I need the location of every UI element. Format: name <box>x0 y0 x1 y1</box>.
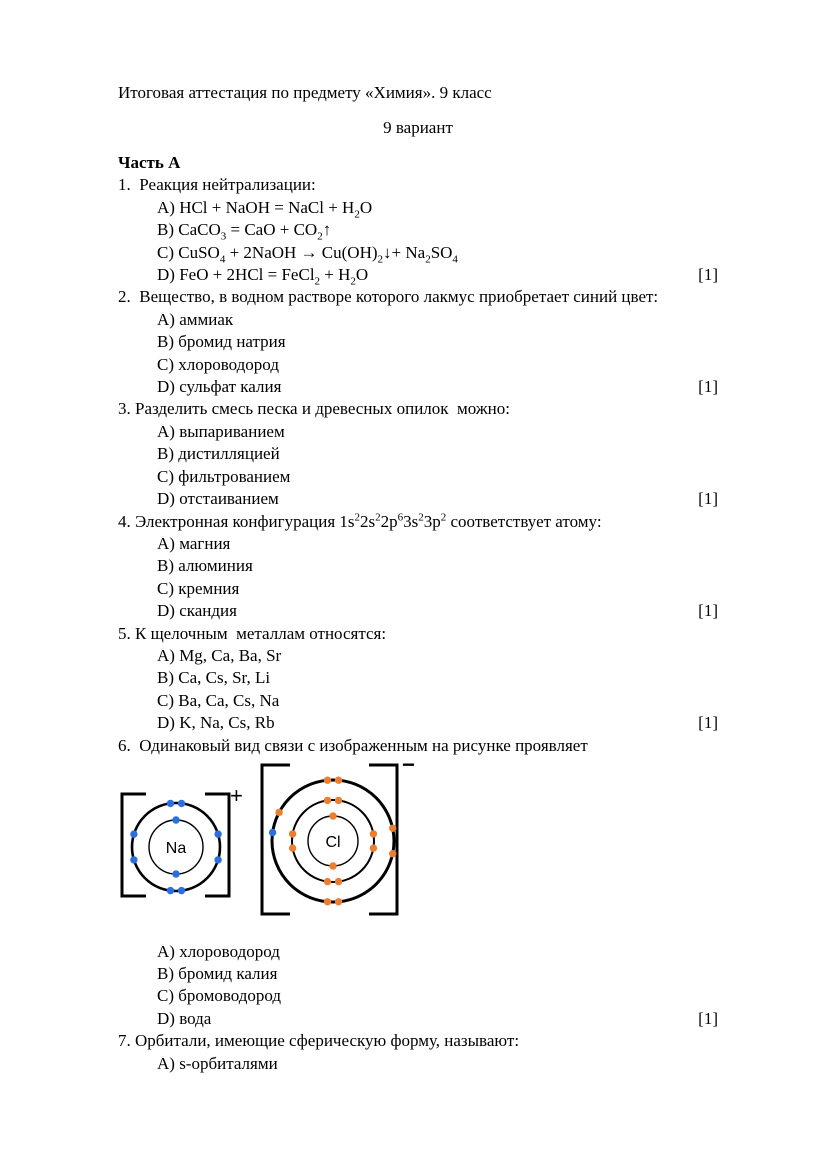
question-stem: 6. Одинаковый вид связи с изображенным на рисунке проявляет <box>118 735 588 755</box>
answer-option <box>118 985 718 1007</box>
answer-option <box>118 555 718 577</box>
electron-dot <box>178 887 185 894</box>
question-stem: 1. Реакция нейтрализации: <box>118 175 316 195</box>
answer-option <box>118 533 718 555</box>
score-mark: [1] <box>698 1008 718 1028</box>
atom-label-cl: Cl <box>325 833 341 851</box>
answer-option <box>118 578 718 600</box>
electron-dot <box>172 870 179 877</box>
electron-dot <box>167 887 174 894</box>
answer-option <box>118 376 718 398</box>
charge-minus-label: − <box>402 756 415 777</box>
option-text: A) выпариванием <box>157 421 285 441</box>
answer-option <box>118 712 718 734</box>
answer-option <box>118 331 718 353</box>
answer-option <box>118 600 718 622</box>
answer-option <box>118 941 718 963</box>
answer-option <box>118 488 718 510</box>
electron-dot <box>335 776 342 783</box>
electron-dot <box>130 856 137 863</box>
answer-option <box>118 242 718 264</box>
answer-option <box>118 963 718 985</box>
electron-dot <box>335 797 342 804</box>
electron-dot <box>289 830 296 837</box>
option-text: D) K, Na, Cs, Rb <box>157 713 275 733</box>
ion-bond-figure <box>118 757 718 929</box>
question-stem: 4. Электронная конфигурация $1s^22s^22p^63s^23p^2$ соответствует атому: <box>118 510 602 531</box>
electron-dot <box>289 844 296 851</box>
page-title: Итоговая аттестация по предмету «Химия». 9 класс <box>118 83 492 102</box>
electron-dot <box>389 850 396 857</box>
score-mark: [1] <box>698 601 718 621</box>
score-mark: [1] <box>698 713 718 733</box>
electron-dot <box>275 809 282 816</box>
option-text: A) Mg, Ca, Ba, Sr <box>157 645 282 665</box>
electron-dot <box>324 797 331 804</box>
bracket-right <box>205 794 229 896</box>
option-text: B) бромид натрия <box>157 332 286 352</box>
electron-dot <box>324 878 331 885</box>
option-text: D) скандия <box>157 601 237 621</box>
option-text: B) дистилляцией <box>157 444 280 464</box>
electron-dot <box>389 825 396 832</box>
option-text: A) хлороводород <box>157 941 280 961</box>
option-text: D) сульфат калия <box>157 377 282 397</box>
electron-dot <box>214 856 221 863</box>
option-text: C) CuSO$_4$ + 2NaOH → $Cu(OH)_2↓+ Na_2SO_4$ <box>157 242 458 266</box>
option-text: C) бромоводород <box>157 986 282 1006</box>
variant-label: 9 вариант <box>383 118 453 137</box>
electron-dot <box>335 878 342 885</box>
electron-dot <box>370 830 377 837</box>
option-text: A) s-орбиталями <box>157 1053 278 1073</box>
option-text: C) хлороводород <box>157 354 279 374</box>
score-mark: [1] <box>698 265 718 285</box>
answer-option <box>118 197 718 219</box>
electron-dot <box>324 898 331 905</box>
answer-option <box>118 667 718 689</box>
option-text: A) HCl + NaOH = NaCl + $H_2O$ <box>157 197 373 221</box>
answer-option <box>118 1008 718 1030</box>
question-stem: 3. Разделить смесь песка и древесных опилок можно: <box>118 399 510 419</box>
option-text: B) Ca, Cs, Sr, Li <box>157 668 271 688</box>
option-text: B) алюминия <box>157 556 253 576</box>
answer-option <box>118 264 718 286</box>
electron-dot <box>172 816 179 823</box>
charge-plus-label: + <box>230 782 243 808</box>
question-stem: 7. Орбитали, имеющие сферическую форму, называют: <box>118 1031 520 1051</box>
answer-option <box>118 1053 718 1075</box>
bracket-left <box>262 765 290 914</box>
answer-option <box>118 466 718 488</box>
document-content <box>118 82 718 1075</box>
electron-dot <box>324 776 331 783</box>
option-text: C) Ba, Ca, Cs, Na <box>157 690 280 710</box>
electron-dot-transferred <box>269 829 276 836</box>
section-heading: Часть А <box>118 153 181 172</box>
electron-dot <box>130 830 137 837</box>
electron-dot <box>167 800 174 807</box>
answer-option <box>118 645 718 667</box>
option-text: D) FeO + 2HCl = FeCl$_2$ + $H_2O$ <box>157 265 369 288</box>
option-text: C) фильтрованием <box>157 466 291 486</box>
option-text: C) кремния <box>157 578 240 598</box>
electron-dot <box>329 812 336 819</box>
answer-option <box>118 309 718 331</box>
question-stem: 5. К щелочным металлам относятся: <box>118 623 387 643</box>
option-text: B) бромид калия <box>157 963 278 983</box>
score-mark: [1] <box>698 489 718 509</box>
ion-diagram-cl <box>262 757 415 914</box>
option-text: A) магния <box>157 533 231 553</box>
option-text: B) CaCO$_3$ = CaO + $CO_2↑$ <box>157 220 332 243</box>
electron-dot <box>214 830 221 837</box>
score-mark: [1] <box>698 377 718 397</box>
answer-option <box>118 421 718 443</box>
electron-dot <box>329 862 336 869</box>
ion-diagram-na <box>122 783 243 896</box>
option-text: D) отстаиванием <box>157 489 279 509</box>
question-stem: 2. Вещество, в водном растворе которого лакмус приобретает синий цвет: <box>118 287 659 307</box>
answer-option <box>118 219 718 241</box>
electron-dot <box>178 800 185 807</box>
atom-label-na: Na <box>165 839 187 857</box>
answer-option <box>118 354 718 376</box>
electron-dot <box>335 898 342 905</box>
answer-option <box>118 690 718 712</box>
electron-dot <box>370 844 377 851</box>
bracket-left <box>122 794 146 896</box>
answer-option <box>118 443 718 465</box>
option-text: D) вода <box>157 1008 212 1028</box>
option-text: A) аммиак <box>157 309 234 329</box>
